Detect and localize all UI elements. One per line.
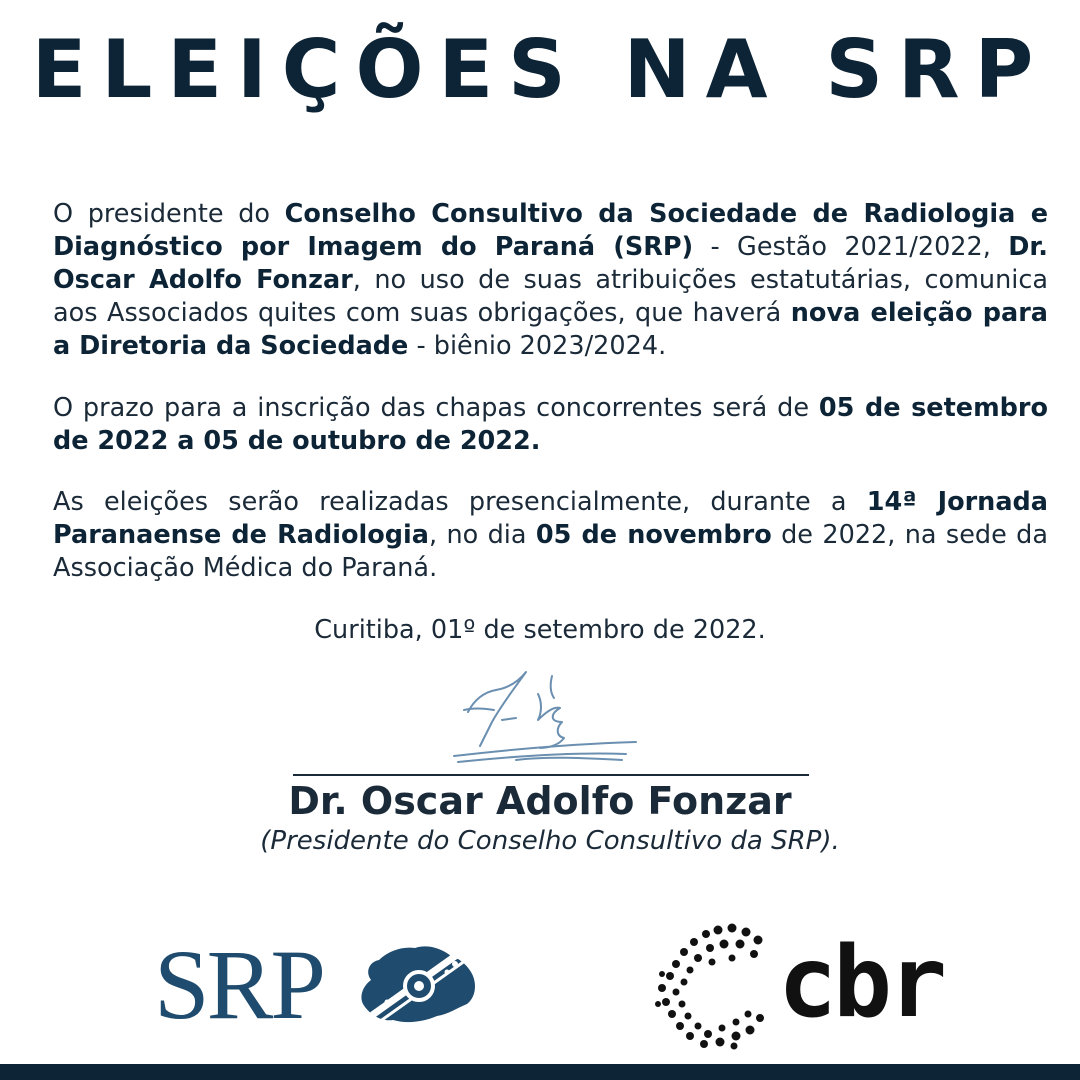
paragraph-text: O prazo para a inscrição das chapas concorrentes será de [53, 393, 819, 423]
place-date: Curitiba, 01º de setembro de 2022. [314, 615, 766, 645]
srp-logo-wordmark: SRP [154, 929, 323, 1040]
paragraph-text: - Gestão 2021/2022, [693, 232, 1009, 262]
paragraph-text: As eleições serão realizadas presencialmente, durante a [53, 487, 867, 517]
deadline-paragraph [53, 392, 1048, 458]
signer-name: Dr. Oscar Adolfo Fonzar [288, 779, 792, 823]
cbr-logo [650, 918, 980, 1058]
paragraph-text: O presidente do [53, 199, 285, 229]
paragraph-bold-text: Dr. Oscar Adolfo Fonzar [53, 232, 1048, 295]
paragraph-bold-text: nova eleição para a Diretoria da Sociedade [53, 298, 1048, 361]
election-details-paragraph [53, 486, 1048, 585]
paragraph-text: - biênio 2023/2024. [408, 331, 667, 361]
cbr-dotted-c-icon [650, 918, 780, 1053]
paragraph-bold-text: Conselho Consultivo da Sociedade de Radiologia e Diagnóstico por Imagem do Paraná (SRP) [53, 199, 1048, 262]
announcement-paragraph [53, 198, 1048, 363]
paragraph-bold-text: 14ª Jornada Paranaense de Radiologia [53, 487, 1048, 550]
parana-map-icon [357, 942, 479, 1027]
paragraph-bold-text: 05 de novembro [535, 520, 772, 550]
paragraph-text: , no dia [428, 520, 536, 550]
paragraph-bold-text: 05 de setembro de 2022 a 05 de outubro de 2022. [53, 393, 1048, 456]
page-title: ELEIÇÕES NA SRP [31, 23, 1049, 116]
paragraph-text: de 2022, na sede da Associação Médica do Paraná. [53, 520, 1048, 583]
footer-bar [0, 1064, 1080, 1080]
paragraph-text: , no uso de suas atribuições estatutárias, comunica aos Associados quites com suas obrigações, que haverá [53, 265, 1048, 328]
cbr-logo-wordmark: cbr [778, 926, 944, 1040]
srp-logo [154, 929, 484, 1040]
handwritten-signature [446, 664, 646, 774]
signer-role: (Presidente do Conselho Consultivo da SRP). [260, 826, 840, 856]
